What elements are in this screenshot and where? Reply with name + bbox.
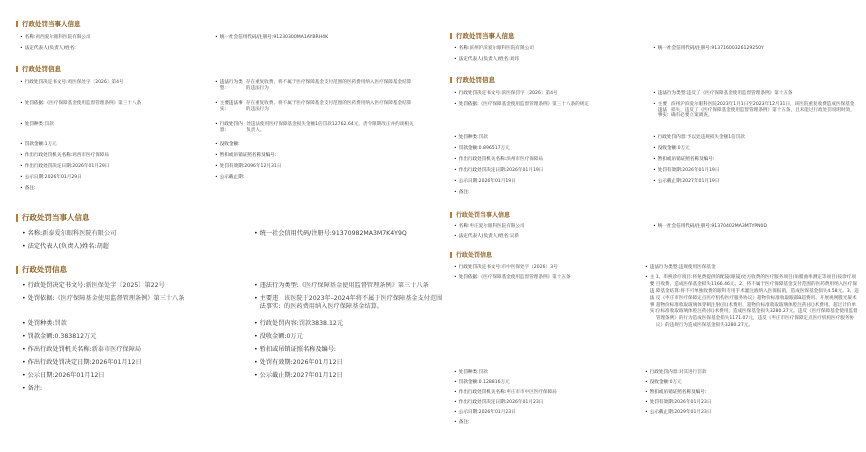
valid-period-row: • 处罚有效期: 2026年01月23日 xyxy=(645,400,712,405)
valid-period-row: • 处罚有效期: 2026年01月12日 xyxy=(254,359,343,366)
license-row: • 暂扣或吊销证照名称及编号: xyxy=(254,346,336,353)
confiscate-row: • 没收金额: 0万元 xyxy=(645,380,682,385)
penalty-section-title: 行政处罚信息 xyxy=(16,64,61,73)
party-name-row: • 名称: 鸡西爱尔眼科医院有限公司 xyxy=(20,35,91,40)
content-row: • 行政处罚内容: 罚款3838.12元 xyxy=(254,320,344,327)
kind-row: • 处罚种类: 罚款 xyxy=(20,122,54,127)
party-section-title: 行政处罚当事人信息 xyxy=(16,212,90,223)
remark-row: • 备注: xyxy=(22,385,43,392)
publish-date-row: • 公示日期: 2026年01月19日 xyxy=(454,179,516,184)
violation-type-row: • 违法行为类型: 违反了《医疗保障基金使用监督管理条例》第十五条 xyxy=(653,91,793,96)
fine-row: • 罚款金额: 1万元 xyxy=(20,142,57,147)
credit-code-value: 91371600326129250Y xyxy=(711,46,764,51)
section-marker xyxy=(16,214,18,222)
publish-end-row: • 公示截止期: xyxy=(215,175,245,180)
penalty-panel-binzhou xyxy=(445,0,866,205)
basis-row: • 处罚依据: 《医疗保障基金使用监督管理条例》第十五条 xyxy=(454,275,571,280)
party-name-value: 新泰爱尔眼科医院有限公司 xyxy=(42,230,117,237)
doc-number-row: • 行政处罚决定书文号: 市中医保处字（2026）3号 xyxy=(454,265,558,270)
confiscate-row: • 没收金额: 0万元 xyxy=(254,333,303,340)
credit-code-row: • 统一社会信用代码/注册号: 91370982MA3M7K4Y9Q xyxy=(254,230,407,237)
penalty-section-title: 行政处罚信息 xyxy=(16,264,67,275)
fact-row: • 主要违法事实: 存在重复收费、将不属于医疗保障基金支付范围的医药费用纳入医疗保障基金结算的违法行为 xyxy=(215,101,412,112)
party-name-value: 滨州沪滨爱尔眼科医院有限公司 xyxy=(469,46,534,51)
kind-row: • 处罚种类: 罚款 xyxy=(454,135,488,140)
valid-period-row: • 处罚有效期: 2026年01月19日 xyxy=(653,168,720,173)
decision-date-row: • 作出行政处罚决定日期: 2026年01月19日 xyxy=(454,168,544,173)
kind-row: • 处罚种类: 罚款 xyxy=(454,370,488,375)
remark-row: • 备注: xyxy=(454,190,470,195)
organ-row: • 作出行政处罚机关名称: 鸡西市医疗保障局 xyxy=(20,153,109,158)
penalty-section-title: 行政处罚信息 xyxy=(450,75,495,84)
decision-date-row: • 作出行政处罚决定日期: 2026年01月29日 xyxy=(20,164,110,169)
party-name-row: • 名称: 滨州沪滨爱尔眼科医院有限公司 xyxy=(454,46,534,51)
publish-date-row: • 公示日期: 2026年01月29日 xyxy=(20,175,82,180)
confiscate-row: • 没收金额: xyxy=(215,142,240,147)
fact-row: • 主要违法事实: 该医院于2023年–2024年将不属于医疗保障基金支付范围的医药费用纳入医疗保障基金结算。 xyxy=(254,295,443,310)
party-name-row: • 名称: 枣庄爱尔眼科医院有限公司 xyxy=(454,224,525,229)
penalty-section-title: 行政处罚信息 xyxy=(450,250,492,259)
fact-row: • 主要违法事实: 1、串换诊疗项目:将免费提供的配镜(眼镜)处方收费的医疗服务项目(角膜曲率测定等项目)按诊疗项目收费，造成医保基金损失1166.46元。2、将不属于医疗保障基金支付范围的医药费用纳入医疗保障基金结算:将不可单独收费的眼科专用手术灌注液纳入医保报销，造成医保基金损失4.58元。3、违反《枣庄市医疗保障定点医疗机构医疗服务协议》超物价标准收取眼部B超费用、开展视网膜光凝术超物价标准收取玻璃体穿刺注射(抗)术费用、超物价标准收取玻璃体腔注药(抗)术费用。超过计价单位标准收取玻璃体腔注药(抗)术费用，造成医保基金损失3280.27元。违反《医疗保障基金使用监督管理条例》的行为造成医保基金损失1171.07元，违反《枣庄市医疗保障定点医疗机构医疗服务协议》的违规行为造成医保基金损失3280.27元。 xyxy=(645,275,859,329)
basis-row: • 处罚依据: 《医疗保障基金使用监督管理条例》第三十八条 xyxy=(20,101,142,106)
publish-date-row: • 公示日期: 2026年01月12日 xyxy=(22,372,105,379)
license-row: • 暂扣或吊销证照名称及编号: xyxy=(653,157,715,162)
decision-date-row: • 作出行政处罚决定日期: 2026年01月12日 xyxy=(22,359,142,366)
credit-code-value: 91370982MA3M7K4Y9Q xyxy=(331,230,407,237)
party-name-row: • 名称: 新泰爱尔眼科医院有限公司 xyxy=(22,230,117,237)
credit-code-row: • 统一社会信用代码/注册号: 91230300MA1AYBRH4K xyxy=(215,35,329,40)
license-row: • 暂扣或吊销证照名称及编号: xyxy=(215,153,277,158)
kind-row: • 处罚种类: 罚款 xyxy=(22,320,67,327)
fine-row: • 罚款金额: 0.128816万元 xyxy=(454,380,510,385)
section-marker xyxy=(16,21,18,27)
decision-date-row: • 作出行政处罚决定日期: 2026年01月23日 xyxy=(454,400,544,405)
doc-number-row: • 行政处罚决定书文号: 鸡医保处字〔2026〕第4号 xyxy=(20,80,124,85)
legal-rep-row: • 法定代表人(负责人)姓名: xyxy=(20,46,76,51)
penalty-panel-xintai xyxy=(0,205,445,405)
remark-row: • 备注: xyxy=(454,420,470,425)
party-section-title: 行政处罚当事人信息 xyxy=(450,210,510,219)
publish-end-row: • 公示截止期: 2027年01月12日 xyxy=(254,372,343,379)
section-marker xyxy=(450,33,452,39)
penalty-panel-jixi xyxy=(0,0,440,200)
credit-code-row: • 统一社会信用代码/注册号: 91371600326129250Y xyxy=(653,46,764,51)
legal-rep-row: • 法定代表人(负责人)姓名: 胡超 xyxy=(22,243,109,250)
publish-end-row: • 公示截止期: 2029年01月23日 xyxy=(645,410,712,415)
organ-row: • 作出行政处罚机关名称: 新泰市医疗保障局 xyxy=(22,346,142,353)
content-row: • 行政处罚内容: 处违法使用医疗保障基金损失金额1倍罚款12762.64元，责令限期改正并约谈相关负责人。 xyxy=(215,122,414,133)
section-marker xyxy=(450,77,452,83)
valid-period-row: • 处罚有效期: 2096年12月31日 xyxy=(215,164,282,169)
party-section-title: 行政处罚当事人信息 xyxy=(450,31,515,40)
basis-row: • 处罚依据: 《医疗保障基金使用监督管理条例》第三十八条 xyxy=(22,295,185,302)
content-row: • 行政处罚内容: 对其进行罚款 xyxy=(645,370,707,375)
credit-code-row: • 统一社会信用代码/注册号: 91370402MA3MTYPN0D xyxy=(653,224,768,229)
party-name-value: 鸡西爱尔眼科医院有限公司 xyxy=(35,35,91,40)
section-marker xyxy=(450,252,452,258)
confiscate-row: • 没收金额: 0万元 xyxy=(653,146,690,151)
fine-row: • 罚款金额: 0.896517万元 xyxy=(454,146,510,151)
organ-row: • 作出行政处罚机关名称: 枣庄市市中区医疗保障局 xyxy=(454,390,557,395)
license-row: • 暂扣或吊销证照名称及编号: xyxy=(645,390,707,395)
violation-type-row: • 违法行为类型: 存在重复收费、将不属于医疗保障基金支付范围的医药费用纳入医疗保障基金结算的违法行为 xyxy=(215,80,412,91)
publish-date-row: • 公示日期: 2026年01月23日 xyxy=(454,410,516,415)
legal-rep-row: • 法定代表人(负责人)姓名: 刘炜 xyxy=(454,57,519,62)
remark-row: • 备注: xyxy=(20,186,36,191)
fact-row: • 主要违法事实: 滨州沪滨爱尔眼科医院2023年1月1日至2023年12月31日，该医院重复收费造成医保基金损失，违反了《医疗保障基金使用监督管理条例》第十五条，且未能过行政处罚说明时效，确有必要立案调查。 xyxy=(653,102,855,119)
organ-row: • 作出行政处罚机关名称: 滨州市医疗保障局 xyxy=(454,157,543,162)
party-name-value: 枣庄爱尔眼科医院有限公司 xyxy=(469,224,525,229)
section-marker xyxy=(450,212,452,218)
publish-end-row: • 公示截止期: 2027年01月19日 xyxy=(653,179,720,184)
doc-number-row: • 行政处罚决定书文号: 滨医保罚字〔2026〕第4号 xyxy=(454,91,558,96)
party-section-title: 行政处罚当事人信息 xyxy=(16,19,81,28)
penalty-panel-zaozhuang xyxy=(445,205,866,440)
legal-rep-row: • 法定代表人(负责人)姓名: 吴新 xyxy=(454,234,519,239)
doc-number-row: • 行政处罚决定书文号: 新医保处字〔2025〕第22号 xyxy=(22,282,165,289)
violation-type-row: • 违法行为类型: 违规使用医保基金 xyxy=(645,265,716,270)
violation-type-row: • 违法行为类型: 《医疗保障基金使用监督管理条例》第三十八条 xyxy=(254,282,429,289)
content-row: • 行政处罚内容: 予以处违规损失金额1倍罚款 xyxy=(653,135,745,140)
fine-row: • 罚款金额: 0.383812万元 xyxy=(22,333,97,340)
basis-row: • 处罚依据: 《医疗保障基金使用监督管理条例》第三十八条的规定 xyxy=(454,102,589,107)
credit-code-value: 91370402MA3MTYPN0D xyxy=(711,224,768,229)
section-marker xyxy=(16,266,18,274)
credit-code-value: 91230300MA1AYBRH4K xyxy=(273,35,329,40)
section-marker xyxy=(16,66,18,72)
